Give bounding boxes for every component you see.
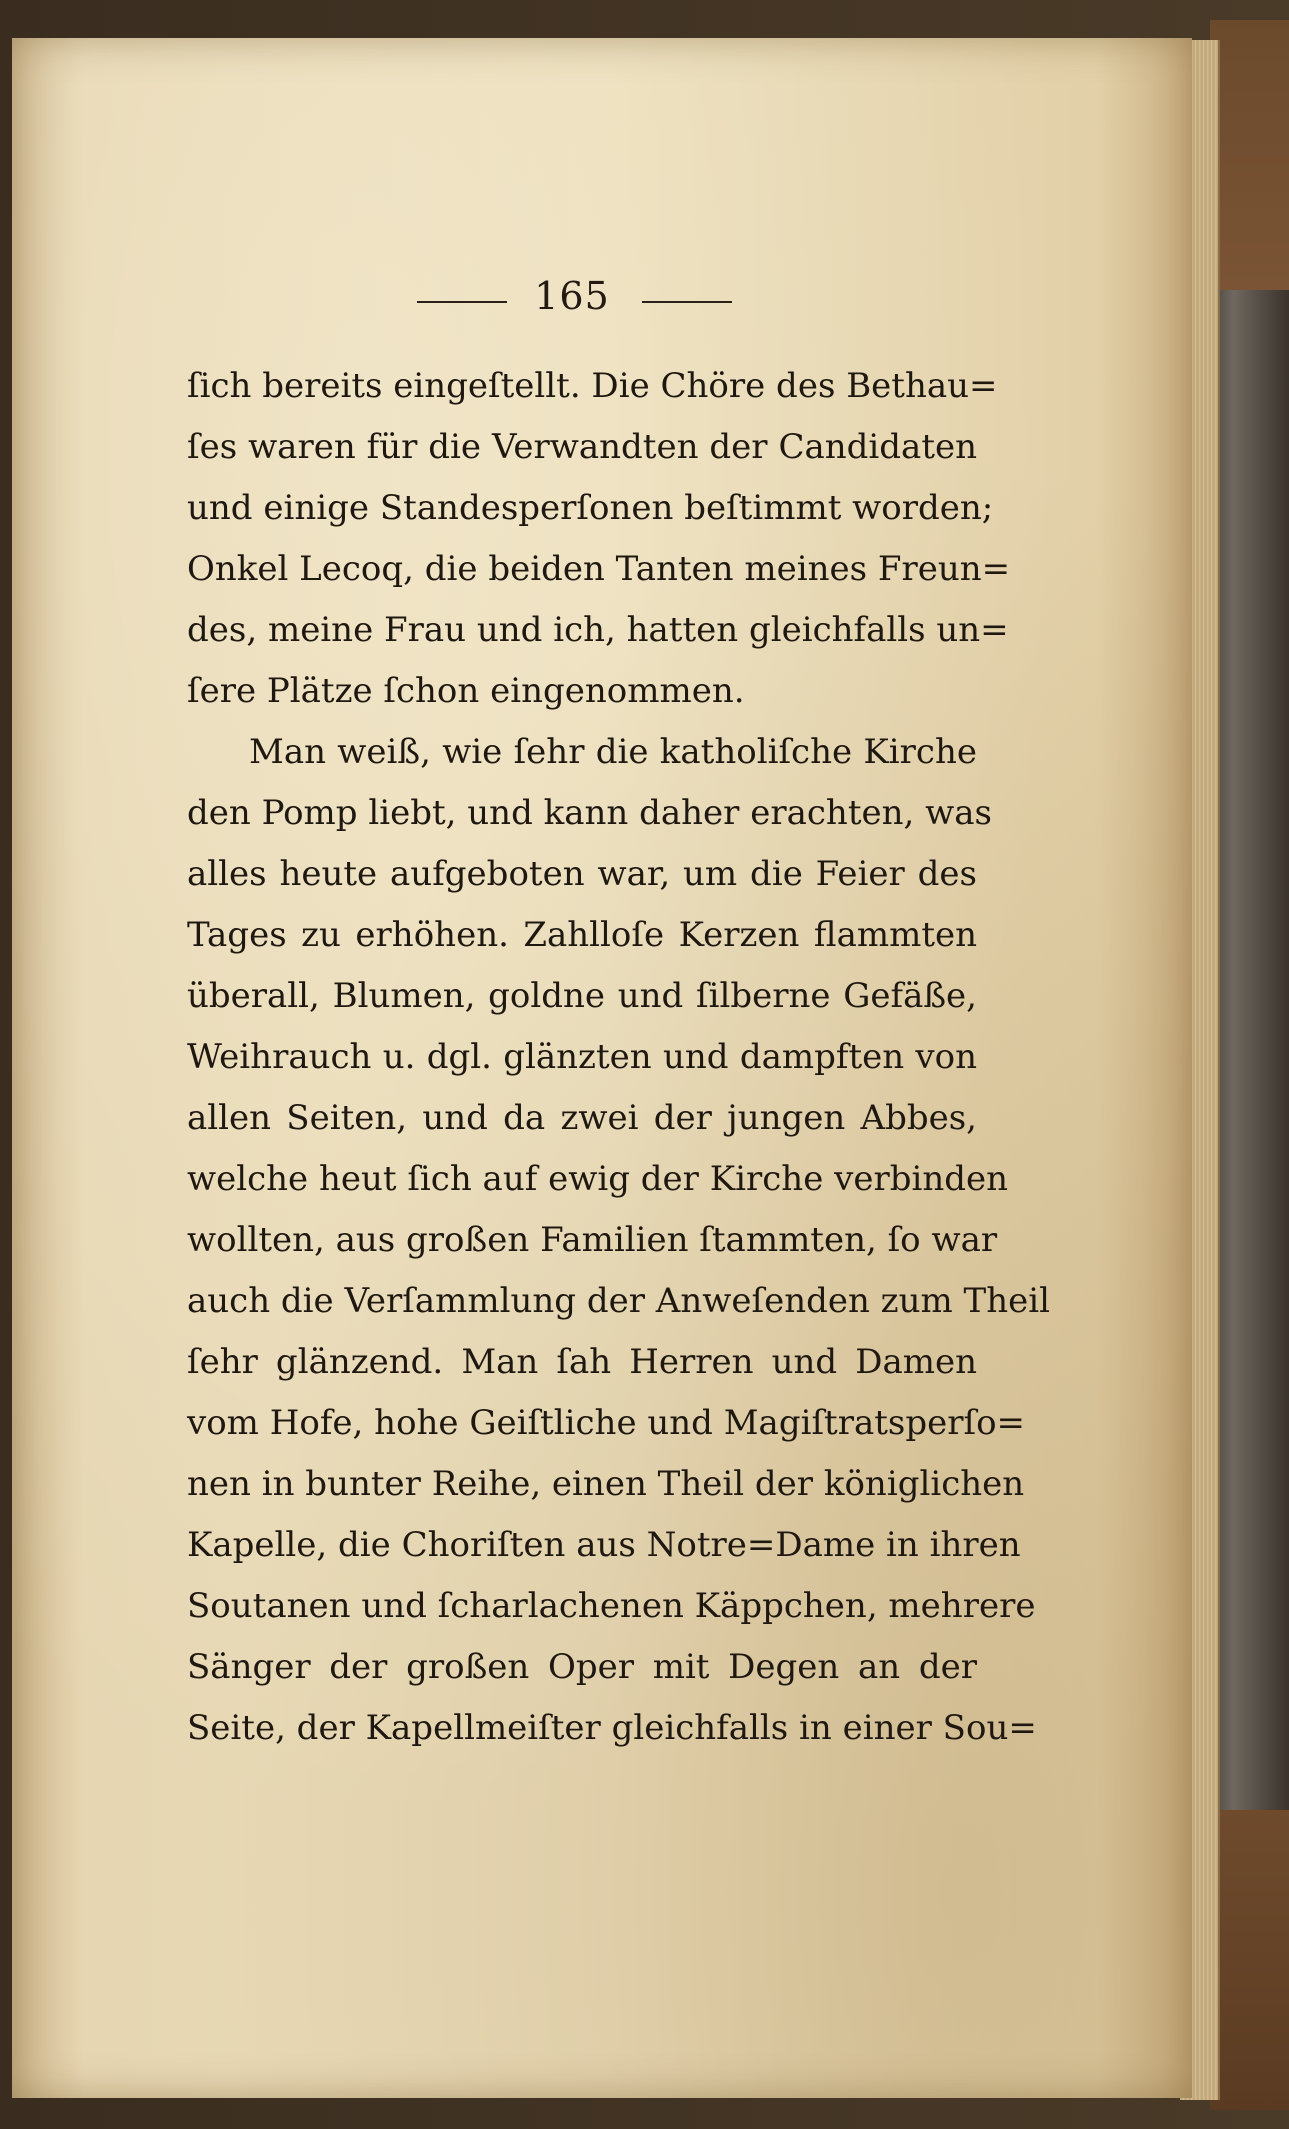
text-line: wollten, aus großen Familien ſtammten, ſo war [187, 1220, 998, 1260]
text-line: nen in bunter Reihe, einen Theil der königlichen [187, 1464, 1025, 1504]
text-line: vom Hofe, hohe Geiſtliche und Magiſtratsperſo= [187, 1403, 1026, 1443]
body-text [187, 356, 1050, 1759]
page-number: 165 [534, 274, 610, 318]
text-line: den Pomp liebt, und kann daher erachten, was [187, 793, 992, 833]
text-line: Sänger der großen Oper mit Degen an der [187, 1647, 977, 1687]
header-rule-left [417, 301, 507, 303]
text-line: Tages zu erhöhen. Zahlloſe Kerzen flammten [187, 915, 977, 955]
text-line: und einige Standesperſonen beſtimmt worden; [187, 488, 994, 528]
text-line: überall, Blumen, goldne und ſilberne Gefäße, [187, 976, 977, 1016]
paragraph [187, 722, 1050, 1759]
cover-leather-bottom [1210, 1810, 1289, 2110]
text-line: auch die Verſammlung der Anweſenden zum Theil [187, 1281, 1050, 1321]
header-rule-right [642, 301, 732, 303]
cover-leather-top [1210, 20, 1289, 290]
text-line: Onkel Lecoq, die beiden Tanten meines Freun= [187, 549, 1011, 589]
text-line: Kapelle, die Choriſten aus Notre=Dame in ihren [187, 1525, 1021, 1565]
text-line: ſich bereits eingeſtellt. Die Chöre des Bethau= [187, 366, 998, 406]
text-line: welche heut ſich auf ewig der Kirche verbinden [187, 1159, 1009, 1199]
page-header [182, 266, 962, 336]
text-line: ſehr glänzend. Man ſah Herren und Damen [187, 1342, 977, 1382]
text-line: Man weiß, wie ſehr die katholiſche Kirche [249, 732, 977, 772]
book-page [12, 38, 1192, 2098]
text-line: ſes waren für die Verwandten der Candidaten [187, 427, 977, 467]
text-line: Weihrauch u. dgl. glänzten und dampften von [187, 1037, 977, 1077]
paragraph [187, 356, 1011, 722]
text-line: des, meine Frau und ich, hatten gleichfalls un= [187, 610, 1009, 650]
text-line: alles heute aufgeboten war, um die Feier des [187, 854, 977, 894]
text-line: Soutanen und ſcharlachenen Käppchen, mehrere [187, 1586, 1036, 1626]
text-line: Seite, der Kapellmeiſter gleichfalls in einer Sou= [187, 1708, 1037, 1748]
book-cover-edge [1210, 20, 1289, 2110]
text-line: allen Seiten, und da zwei der jungen Abbes, [187, 1098, 977, 1138]
text-line: ſere Plätze ſchon eingenommen. [187, 671, 745, 711]
